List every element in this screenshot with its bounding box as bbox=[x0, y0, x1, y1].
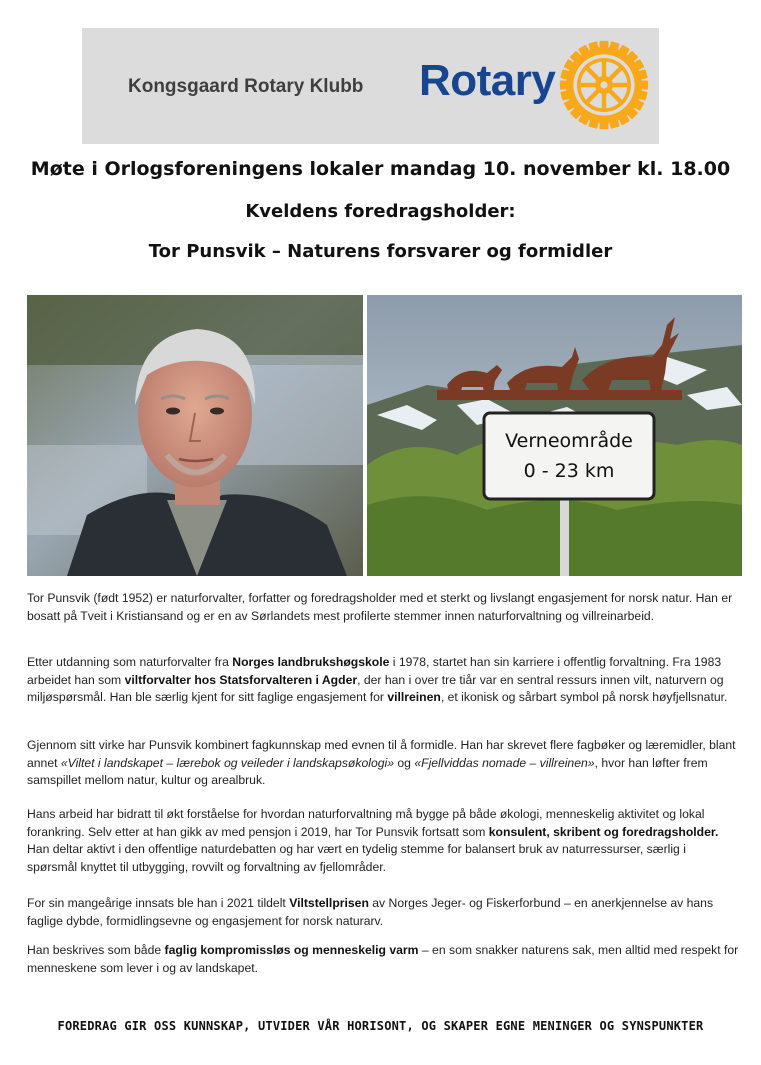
header-banner bbox=[82, 28, 659, 144]
sign-line2: 0 - 23 km bbox=[523, 460, 615, 482]
bold-text: villreinen bbox=[387, 690, 441, 705]
bold-text: konsulent, skribent og foredragsholder. bbox=[488, 824, 719, 839]
text: , der han i over tre tiår var en sentral ressurs innen vilt, naturvern og miljøspørsmål. Han ble særlig kjent for sitt faglige engasjement for bbox=[27, 672, 724, 705]
book-title: «Viltet i landskapet – lærebok og veileder i landskapsøkologi» bbox=[60, 755, 394, 770]
text: av Norges Jeger- og Fiskerforbund – en anerkjennelse av hans faglige dybde, formidlingsevne og engasjement for norsk naturarv. bbox=[27, 896, 714, 928]
text: Gjennom sitt virke har Punsvik kombinert fagkunnskap med evnen til å formidle. Han har skrevet flere fagbøker og læremidler, blant annet bbox=[27, 738, 736, 770]
meeting-info: Møte i Orlogsforeningens lokaler mandag 10. november kl. 18.00 bbox=[30, 158, 731, 180]
bio-paragraph-1 bbox=[27, 590, 739, 625]
sign-line1: Verneområde bbox=[505, 430, 633, 452]
text: Tor Punsvik (født 1952) er naturforvalter, forfatter og foredragsholder med et sterkt og livslangt engasjement for norsk natur. Han er bosatt på Tveit i Kristiansand og er en av Sørlandets mest profilerte stemmer innen naturforvaltning og villreinarbeid. bbox=[27, 591, 733, 623]
footer-slogan: FOREDRAG GIR OSS KUNNSKAP, UTVIDER VÅR HORISONT, OG SKAPER EGNE MENINGER OG SYNSPUNKTER bbox=[57, 1019, 704, 1033]
bold-text: Viltstellprisen bbox=[289, 896, 369, 910]
text: Han deltar aktivt i den offentlige naturdebatten og har vært en tydelig stemme for balansert bruk av naturressurser, særlig i spørsmål knyttet til utbygging, rovvilt og forvaltning av fjellområder. bbox=[27, 842, 686, 874]
bio-paragraph-6 bbox=[27, 942, 739, 977]
bio-paragraph-2 bbox=[27, 654, 739, 707]
rotary-wordmark: Rotary bbox=[419, 56, 556, 105]
speaker-label: Kveldens foredragsholder: bbox=[245, 201, 516, 222]
bold-text: faglig kompromissløs og menneskelig varm bbox=[164, 943, 419, 957]
text: og bbox=[394, 755, 415, 770]
text: , et ikonisk og sårbart symbol på norsk høyfjellsnatur. bbox=[440, 690, 728, 705]
bold-text: viltforvalter hos Statsforvalteren i Agder bbox=[124, 672, 358, 687]
rotary-wheel-icon bbox=[559, 40, 649, 130]
club-name: Kongsgaard Rotary Klubb bbox=[128, 76, 364, 97]
text: For sin mangeårige innsats ble han i 2021 tildelt bbox=[27, 896, 290, 910]
text: Hans arbeid har bidratt til økt forståelse for hvordan naturforvaltning må bygge på både økologi, menneskelig aktivitet og lokal forankring. Selv etter at han gikk av med pensjon i 2019, har Tor Punsvik fortsatt som bbox=[27, 807, 705, 839]
text: i 1978, startet han sin karriere i offentlig forvaltning. Fra 1983 arbeidet han som bbox=[27, 655, 722, 687]
bio-paragraph-3 bbox=[27, 737, 739, 790]
bio-paragraph-5 bbox=[27, 895, 739, 930]
text: – en som snakker naturens sak, men alltid med respekt for menneskene som lever i og av landskapet. bbox=[27, 943, 739, 975]
book-title: «Fjellviddas nomade – villreinen» bbox=[414, 755, 595, 770]
speaker-portrait-photo bbox=[27, 295, 363, 576]
text: , hvor han løfter frem samspillet mellom natur, kultur og arealbruk. bbox=[27, 755, 708, 788]
speaker-title: Tor Punsvik – Naturens forsvarer og formidler bbox=[148, 241, 613, 262]
nature-reserve-sign-photo bbox=[367, 295, 742, 576]
text: Han beskrives som både bbox=[27, 943, 165, 957]
text: Etter utdanning som naturforvalter fra bbox=[27, 655, 233, 669]
bold-text: Norges landbrukshøgskole bbox=[232, 655, 390, 669]
bio-paragraph-4 bbox=[27, 806, 739, 876]
